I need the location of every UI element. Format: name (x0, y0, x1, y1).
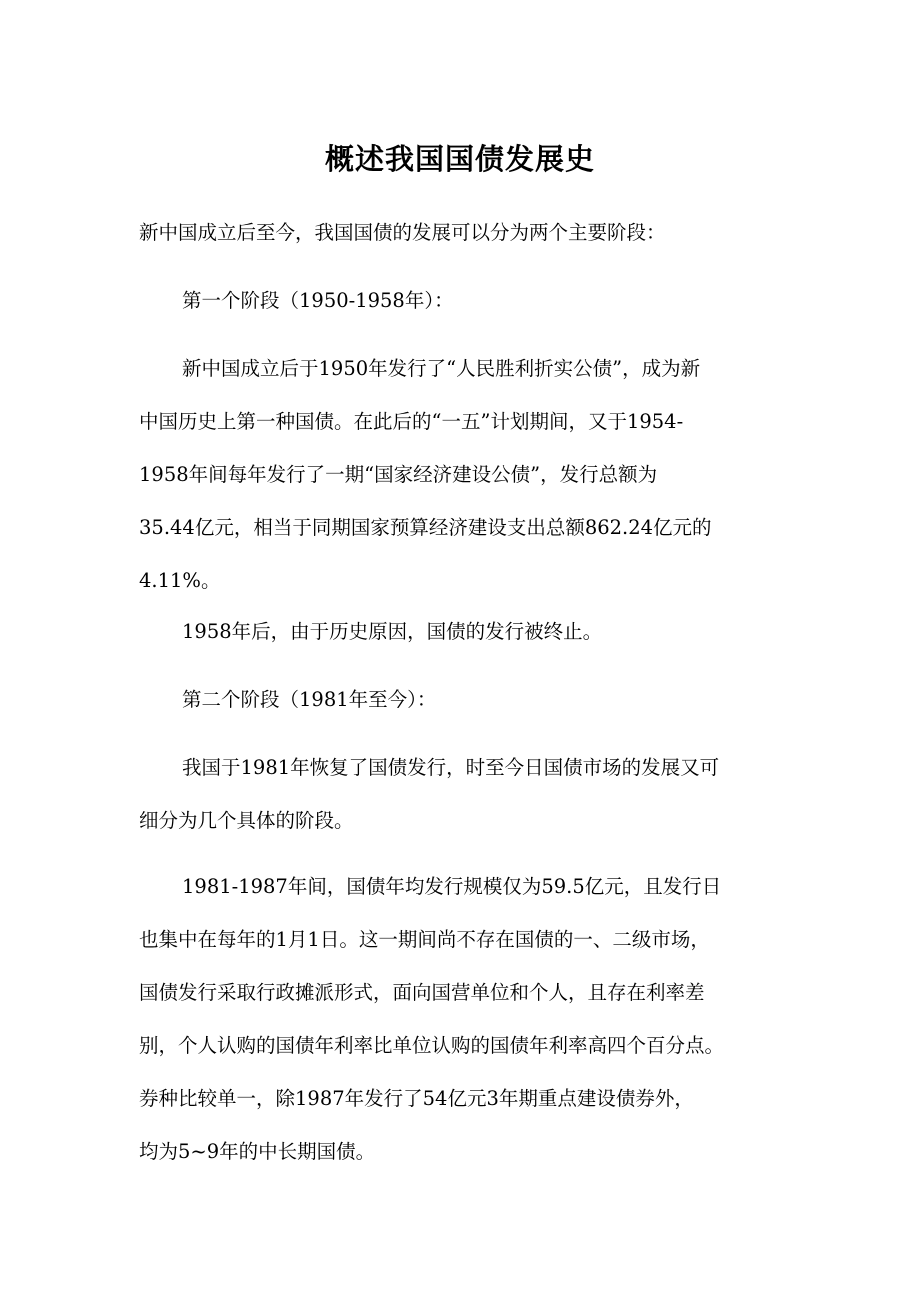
paragraph-line: 国债发行采取行政摊派形式，面向国营单位和个人，且存在利率差 (139, 981, 705, 1004)
paragraph-stage-one-detail (139, 342, 784, 607)
paragraph-stage-two-heading (139, 673, 827, 726)
paragraph-line: 第二个阶段（1981年至今）： (182, 688, 437, 711)
paragraph-1981-1987 (139, 860, 784, 1178)
paragraph-line: 1958年间每年发行了一期“国家经济建设公债”，发行总额为 (139, 463, 658, 486)
document-title: 概述我国国债发展史 (324, 142, 595, 176)
paragraph-line: 别，个人认购的国债年利率比单位认购的国债年利率高四个百分点。 (139, 1034, 725, 1057)
paragraph-line: 新中国成立后于1950年发行了“人民胜利折实公债”，成为新 (182, 357, 701, 380)
paragraph-line: 新中国成立后至今，我国国债的发展可以分为两个主要阶段： (139, 221, 666, 244)
paragraph-line: 第一个阶段（1950-1958年）： (182, 289, 454, 312)
paragraph-stage-two-intro (139, 741, 784, 847)
paragraph-intro (139, 206, 784, 259)
paragraph-line: 也集中在每年的1月1日。这一期间尚不存在国债的一、二级市场， (139, 928, 710, 951)
paragraph-line: 均为5~9年的中长期国债。 (139, 1140, 376, 1163)
paragraph-line: 细分为几个具体的阶段。 (139, 809, 354, 832)
paragraph-termination (139, 605, 827, 658)
paragraph-line: 我国于1981年恢复了国债发行，时至今日国债市场的发展又可 (182, 756, 720, 779)
paragraph-line: 1981-1987年间，国债年均发行规模仅为59.5亿元，且发行日 (182, 875, 722, 898)
paragraph-stage-one-heading (139, 274, 827, 327)
paragraph-line: 35.44亿元，相当于同期国家预算经济建设支出总额862.24亿元的 (139, 516, 712, 539)
paragraph-line: 1958年后，由于历史原因，国债的发行被终止。 (182, 620, 603, 643)
paragraph-line: 券种比较单一，除1987年发行了54亿元3年期重点建设债券外， (139, 1087, 694, 1110)
paragraph-line: 4.11%。 (139, 569, 221, 592)
paragraph-line: 中国历史上第一种国债。在此后的“一五”计划期间，又于1954- (139, 410, 684, 433)
